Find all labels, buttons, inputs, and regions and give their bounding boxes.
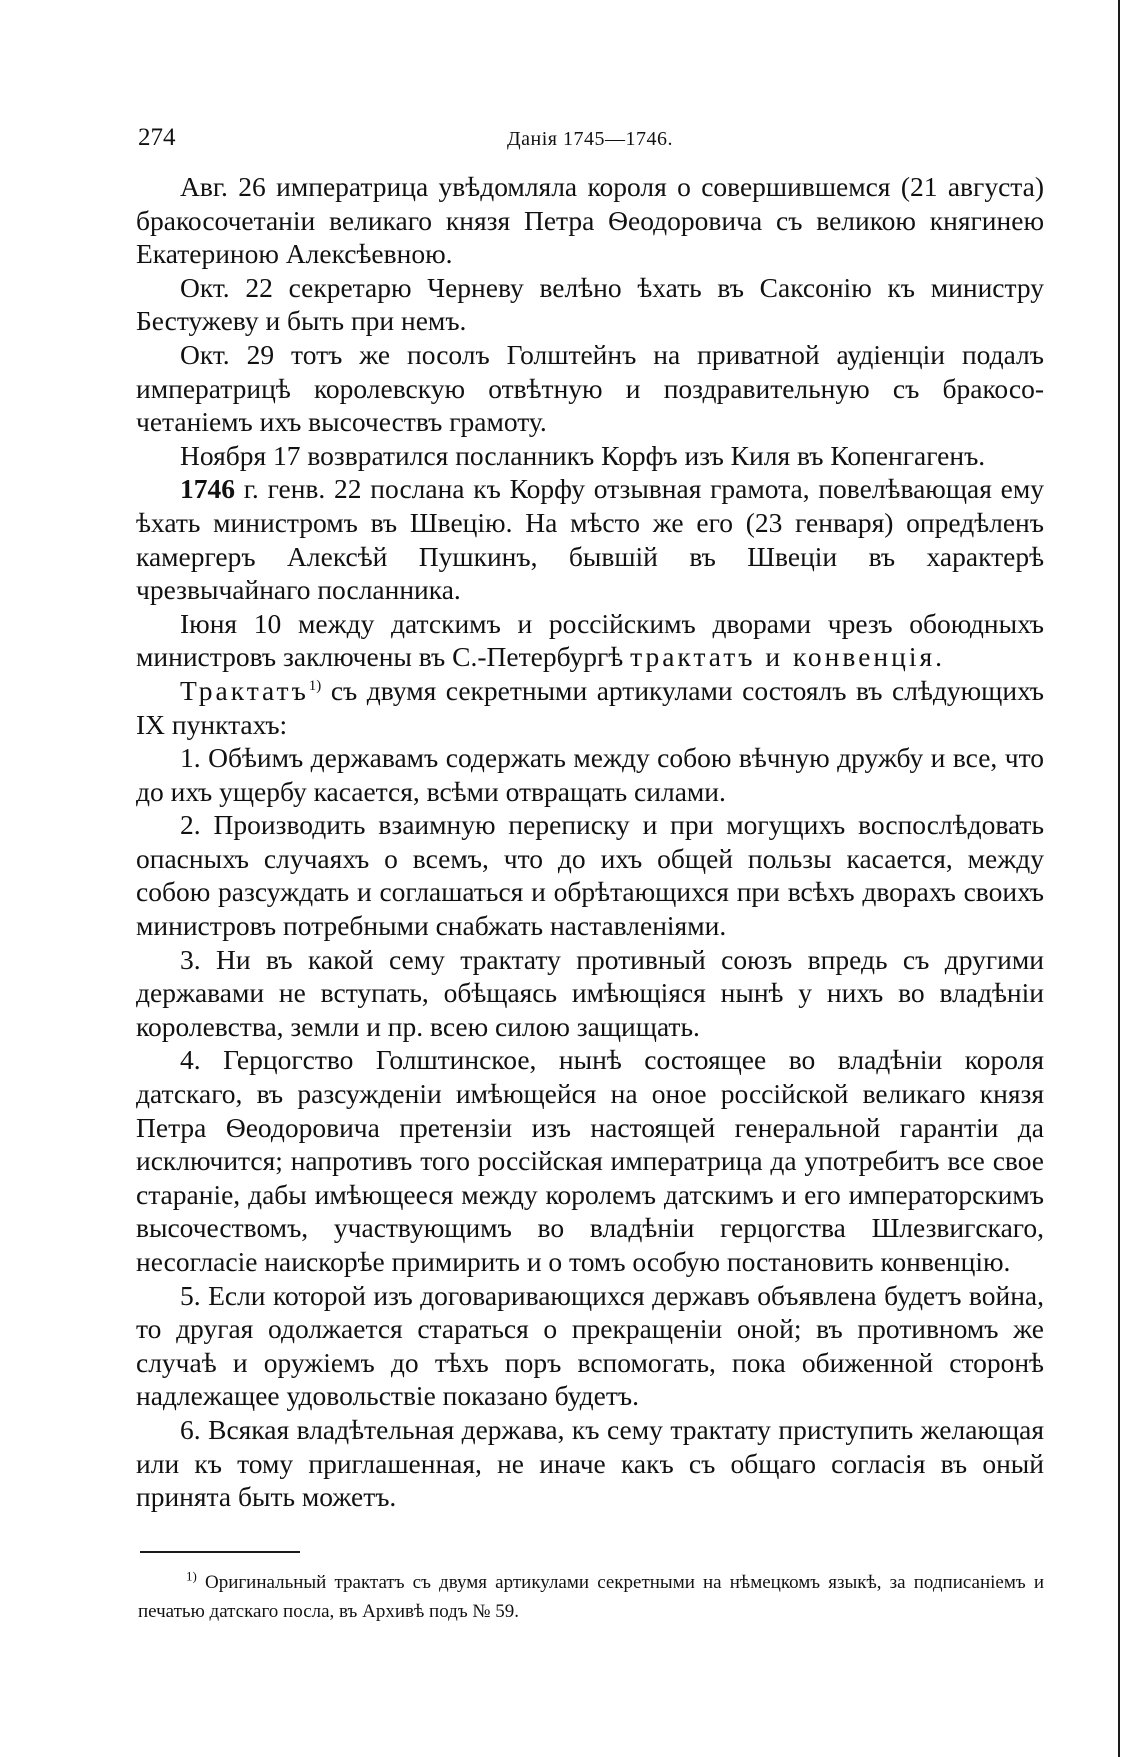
page-edge-line [1118,0,1120,1757]
body-text [136,170,1044,1514]
spaced-emphasis: Трактатъ [180,674,309,706]
page-header [138,124,1042,164]
paragraph: Окт. 29 тотъ же посолъ Голштейнъ на приватной аудіенціи подалъ императрицѣ королевскую отвѣтную и поздравительную съ бракосочетаніемъ ихъ высочествъ грамоту. [136,338,1044,438]
paragraph [136,472,1044,606]
treaty-item-6: 6. Всякая владѣтельная держава, къ сему трактату приступить желающая или къ тому приглашенная, не иначе какъ съ общаго согласія въ оный принята быть можетъ. [136,1413,1044,1513]
treaty-item-4: 4. Герцогство Голштинское, нынѣ состоящее во владѣніи короля датскаго, въ разсужденіи имѣющейся на оное россійской великаго князя Петра Ѳеодоровича претензіи изъ настоящей генеральной гарантіи да исключится; напротивъ того россійская императрица да употребитъ все свое стараніе, дабы имѣющееся между королемъ датскимъ и его императорскимъ высочествомъ, участвующимъ во владѣніи герцогства Шлезвигскаго, несогласіе наискорѣе примирить и о томъ особую постановить конвенцію. [136,1044,1044,1277]
paragraph: Ноября 17 возвратился посланникъ Корфъ изъ Киля въ Копенгагенъ. [180,439,986,471]
running-head: Данія 1745—1746. [507,128,673,150]
paragraph-text: г. генв. 22 послана къ Корфу отзывная грамота, повелѣвающая ему ѣхать министромъ въ Швецію. На мѣсто же его (23 генваря) опредѣленъ камергеръ Алексѣй Пушкинъ, бывшій въ Швеціи въ характерѣ чрезвычайнаго посланника. [136,473,1044,606]
year-heading: 1746 [180,473,235,505]
page-number: 274 [138,124,176,151]
footnote [138,1568,1044,1626]
spaced-emphasis: трактатъ и конвенція. [630,641,946,673]
paragraph: Окт. 22 секретарю Черневу велѣно ѣхать въ Саксонію къ министру Бестужеву и быть при немъ. [136,271,1044,337]
footnote-divider [140,1551,300,1553]
treaty-item-1: 1. Обѣимъ державамъ содержать между собою вѣчную дружбу и все, что до ихъ ущербу касается, всѣми отвращать силами. [136,742,1044,807]
footnote-reference: 1) [308,677,322,694]
paragraph [136,674,1044,741]
paragraph-text: Іюня 10 между датскимъ и россійскимъ дворами чрезъ обоюдныхъ министровъ заключены въ С.-Петербургѣ [136,607,1044,673]
paragraph [136,607,1044,674]
paragraph-text: съ двумя секретными артикулами состоялъ въ слѣдующихъ IX пунктахъ: [136,674,1044,740]
footnote-marker: 1) [186,1568,197,1584]
footnote-text: Оригинальный трактатъ съ двумя артикулами секретными на нѣмецкомъ языкѣ, за подписаніемъ и печатью датскаго посла, въ Архивѣ подъ № 59. [138,1572,1044,1622]
treaty-item-5: 5. Если которой изъ договаривающихся державъ объявлена будетъ война, то другая одолжается стараться о прекращеніи оной; въ противномъ же случаѣ и оружіемъ до тѣхъ поръ вспомогать, пока обиженной сторонѣ надлежащее удовольствіе показано будетъ. [136,1279,1044,1412]
treaty-item-2: 2. Производить взаимную переписку и при могущихъ воспослѣдовать опасныхъ случаяхъ о всемъ, что до ихъ общей пользы касается, между собою разсуждать и соглашаться и обрѣтающихся при всѣхъ дворахъ своихъ министровъ потребными снабжать наставленіями. [136,809,1044,942]
paragraph: Авг. 26 императрица увѣдомляла короля о совершившемся (21 августа) бракосочетаніи великаго князя Петра Ѳеодоровича съ великою княгинею Екатериною Алексѣевною. [136,171,1044,270]
treaty-item-3: 3. Ни въ какой сему трактату противный союзъ впредь съ другими державами не вступать, обѣщаясь имѣющіяся нынѣ у нихъ во владѣніи королевства, земли и пр. всею силою защищать. [136,943,1044,1042]
